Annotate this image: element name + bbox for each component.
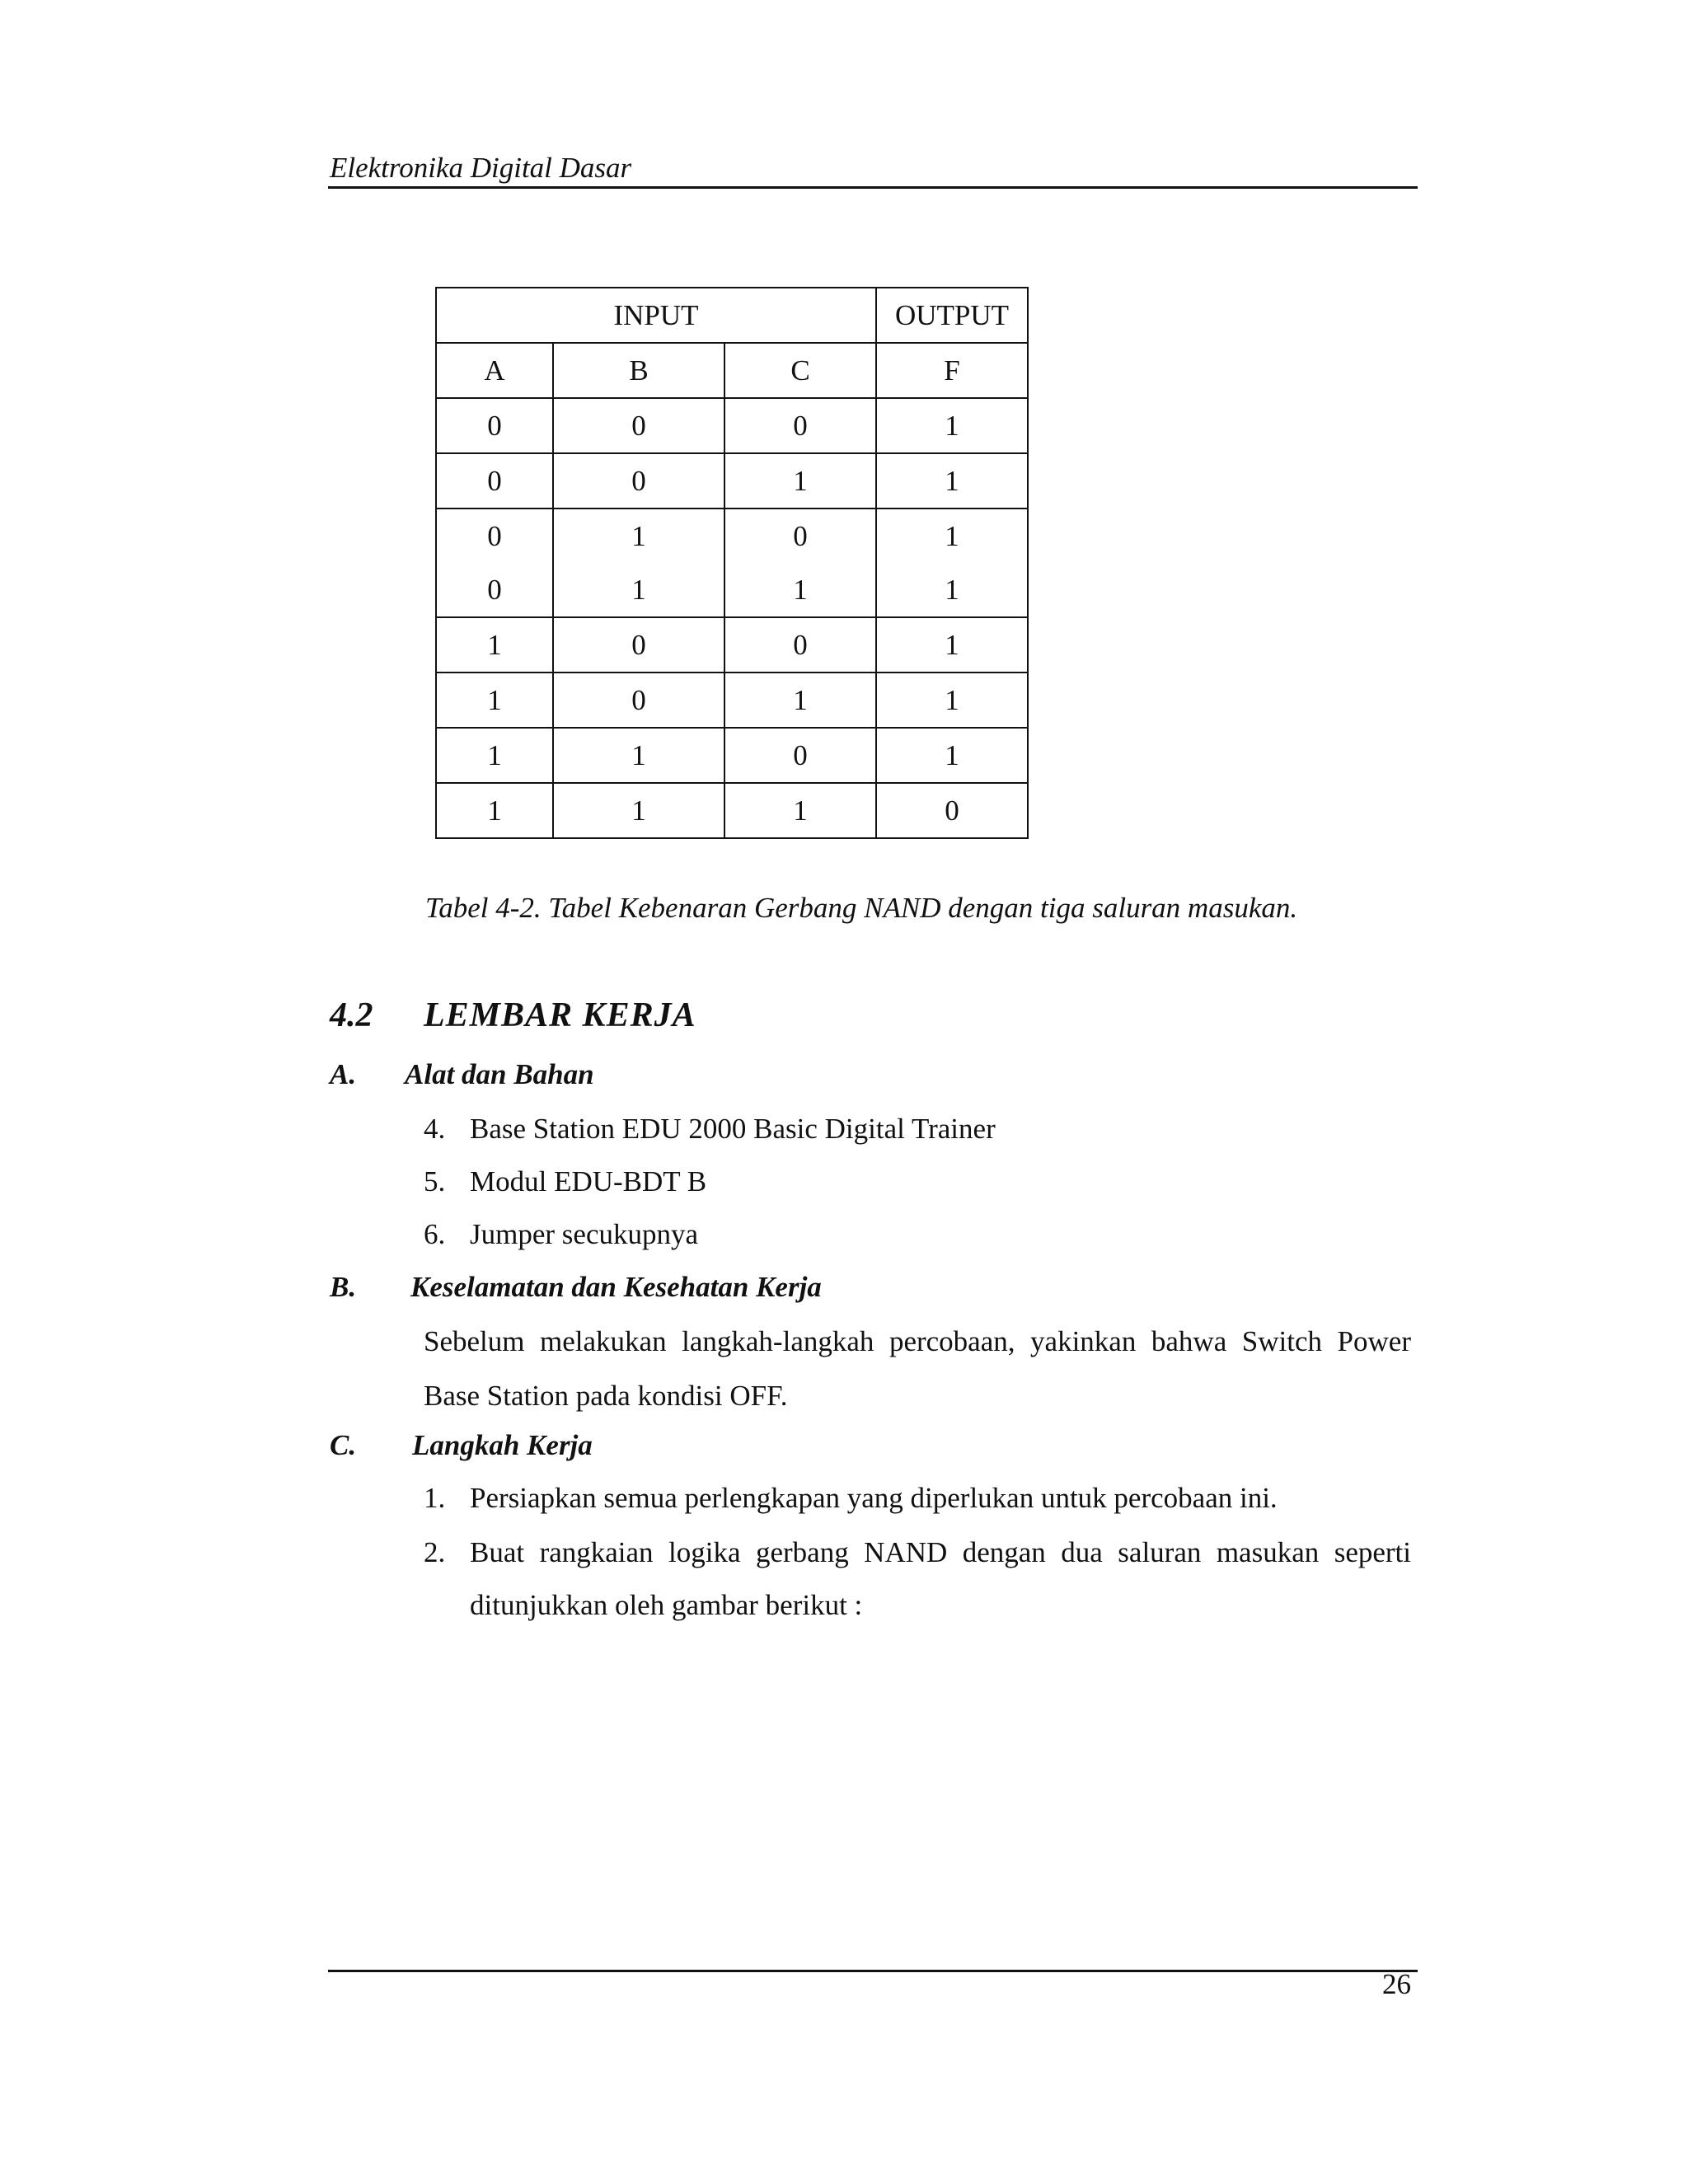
table-caption: Tabel 4-2. Tabel Kebenaran Gerbang NAND dengan tiga saluran masukan. xyxy=(425,892,1298,924)
list-item-number: 6. xyxy=(424,1218,446,1250)
input-group-header: INPUT xyxy=(436,288,876,343)
table-column-header-row xyxy=(436,343,1028,398)
table-cell: 1 xyxy=(436,673,553,728)
subheading-title: Langkah Kerja xyxy=(412,1429,593,1461)
step-text: Persiapkan semua perlengkapan yang diperlukan untuk percobaan ini. xyxy=(470,1482,1278,1514)
table-cell: 1 xyxy=(876,398,1028,453)
header-rule xyxy=(328,186,1418,189)
column-header-f: F xyxy=(876,343,1028,398)
table-cell-value: 0 xyxy=(487,574,502,606)
list-item-text: Jumper secukupnya xyxy=(470,1218,699,1250)
table-row xyxy=(436,398,1028,453)
table-cell-value: 1 xyxy=(945,520,959,552)
column-header-a: A xyxy=(436,343,553,398)
table-row xyxy=(436,728,1028,783)
column-header-c: C xyxy=(724,343,876,398)
table-cell-value: 0 xyxy=(793,520,808,552)
table-cell: 0 xyxy=(724,398,876,453)
table-cell: 1 xyxy=(553,728,724,783)
table-row xyxy=(436,783,1028,838)
list-item-text: Modul EDU-BDT B xyxy=(470,1165,707,1197)
list-item xyxy=(424,1165,706,1198)
step-number: 1. xyxy=(424,1482,446,1514)
table-cell: 1 xyxy=(876,453,1028,509)
table-cell: 1 xyxy=(436,617,553,673)
table-cell: 1 xyxy=(724,453,876,509)
truth-table xyxy=(435,287,1029,839)
list-item xyxy=(424,1113,996,1146)
subheading-alat-dan-bahan xyxy=(330,1058,594,1091)
table-cell xyxy=(553,509,724,617)
table-cell: 1 xyxy=(436,783,553,838)
list-item-number: 4. xyxy=(424,1113,446,1145)
table-cell: 0 xyxy=(876,783,1028,838)
table-cell-value: 1 xyxy=(793,574,808,606)
table-cell: 1 xyxy=(436,728,553,783)
table-cell: 0 xyxy=(724,617,876,673)
table-cell xyxy=(436,509,553,617)
subheading-title: Keselamatan dan Kesehatan Kerja xyxy=(410,1271,822,1303)
subheading-letter: C. xyxy=(330,1429,357,1461)
table-cell: 0 xyxy=(553,398,724,453)
subheading-letter: A. xyxy=(330,1058,357,1090)
table-row xyxy=(436,509,1028,617)
table-cell: 0 xyxy=(553,453,724,509)
table-cell-value: 1 xyxy=(631,520,646,552)
list-item xyxy=(424,1218,698,1251)
table-cell: 0 xyxy=(436,453,553,509)
subheading-title: Alat dan Bahan xyxy=(405,1058,594,1090)
table-cell xyxy=(876,509,1028,617)
table-cell-value: 1 xyxy=(631,574,646,606)
section-heading xyxy=(330,996,696,1035)
section-title: LEMBAR KERJA xyxy=(424,996,696,1034)
table-cell: 0 xyxy=(724,728,876,783)
safety-paragraph: Sebelum melakukan langkah-langkah percobaan, yakinkan bahwa Switch Power Base Station pada kondisi OFF. xyxy=(424,1325,1411,1412)
list-item-text: Base Station EDU 2000 Basic Digital Trainer xyxy=(470,1113,996,1145)
table-cell-value: 0 xyxy=(487,520,502,552)
table-cell: 0 xyxy=(553,673,724,728)
output-group-header: OUTPUT xyxy=(876,288,1028,343)
table-cell: 1 xyxy=(724,673,876,728)
column-header-b: B xyxy=(553,343,724,398)
subheading-letter: B. xyxy=(330,1271,357,1303)
table-row xyxy=(436,673,1028,728)
table-row xyxy=(436,617,1028,673)
table-cell: 1 xyxy=(553,783,724,838)
table-cell: 0 xyxy=(553,617,724,673)
step-item xyxy=(424,1526,1411,1632)
subheading-keselamatan xyxy=(330,1271,822,1304)
running-header: Elektronika Digital Dasar xyxy=(330,152,632,184)
table-cell xyxy=(724,509,876,617)
subheading-langkah-kerja xyxy=(330,1429,593,1462)
table-cell: 0 xyxy=(436,398,553,453)
step-text: Buat rangkaian logika gerbang NAND dengan dua saluran masukan seperti ditunjukkan oleh gambar berikut : xyxy=(470,1536,1411,1621)
step-item xyxy=(424,1472,1411,1525)
table-cell: 1 xyxy=(876,728,1028,783)
table-cell: 1 xyxy=(876,673,1028,728)
step-number: 2. xyxy=(424,1536,446,1568)
page-number: 26 xyxy=(1382,1968,1411,2000)
table-cell: 1 xyxy=(876,617,1028,673)
footer-rule xyxy=(328,1970,1418,1972)
table-row xyxy=(436,453,1028,509)
table-group-header-row xyxy=(436,288,1028,343)
section-number: 4.2 xyxy=(330,996,373,1034)
table-cell: 1 xyxy=(724,783,876,838)
list-item-number: 5. xyxy=(424,1165,446,1197)
table-cell-value: 1 xyxy=(945,574,959,606)
